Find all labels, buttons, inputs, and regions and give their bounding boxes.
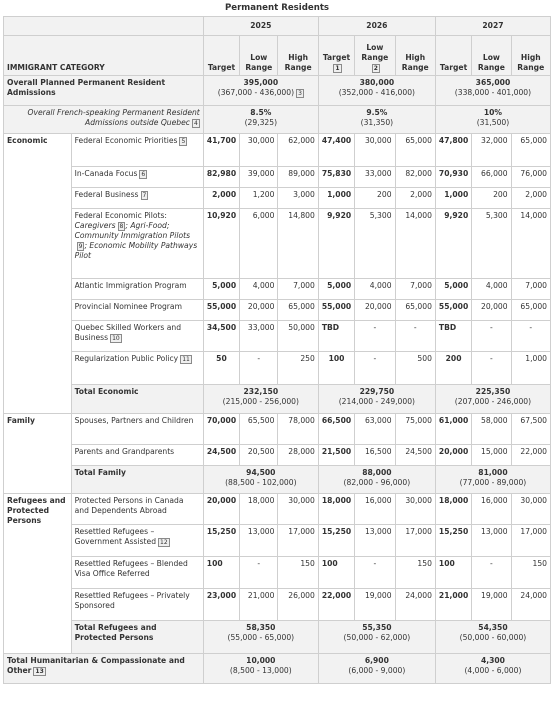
table-row (4, 589, 551, 621)
year-2027-header: 2027 (435, 17, 550, 36)
column-header-row (4, 36, 551, 76)
total-economic-2025: 232,150 (215,000 - 256,000) (203, 385, 318, 414)
row-label: Atlantic Immigration Program (71, 279, 203, 300)
table-title: Permanent Residents (224, 3, 330, 13)
cell: 20,000 (240, 300, 278, 321)
total-economic-label: Total Economic (71, 385, 203, 414)
humanitarian-label: Total Humanitarian & Compassionate and Other 13 (4, 654, 204, 684)
cell: 67,500 (511, 414, 550, 445)
french-2025-cell: 8.5% (29,325) (203, 106, 318, 134)
total-refugees-2025: 58,350 (55,000 - 65,000) (203, 621, 318, 654)
row-label: Provincial Nominee Program (71, 300, 203, 321)
cell: 1,000 (318, 188, 354, 209)
year-header-row (4, 17, 551, 36)
cell: 62,000 (278, 134, 318, 167)
cell: 1,200 (240, 188, 278, 209)
cell: - (355, 352, 395, 385)
cell: 4,000 (240, 279, 278, 300)
footnote-11-link[interactable]: 11 (182, 355, 190, 363)
cell: 2,000 (395, 188, 435, 209)
row-label: Quebec Skilled Workers and Business 10 (71, 321, 203, 352)
row-label: Resettled Refugees – Blended Visa Office Referred (71, 557, 203, 589)
cell: 17,000 (511, 525, 550, 557)
row-label: Protected Persons in Canada and Dependents Abroad (71, 494, 203, 525)
table-row (4, 209, 551, 279)
cell: 7,000 (511, 279, 550, 300)
cell: 5,300 (472, 209, 511, 279)
total-family-label: Total Family (71, 466, 203, 494)
cell: 70,930 (435, 167, 471, 188)
cell: 82,980 (203, 167, 239, 188)
year-2025-header: 2025 (203, 17, 318, 36)
cell: 15,000 (472, 445, 511, 466)
cell: 82,000 (395, 167, 435, 188)
row-label: Resettled Refugees – Privately Sponsored (71, 589, 203, 621)
cell: 200 (472, 188, 511, 209)
cell: 5,000 (203, 279, 239, 300)
row-label: Regularization Public Policy 11 (71, 352, 203, 385)
overall-admissions-row (4, 76, 551, 106)
cell: 17,000 (278, 525, 318, 557)
col-low-2026: Low Range 2 (355, 36, 395, 76)
cell: - (472, 352, 511, 385)
cell: 20,000 (472, 300, 511, 321)
cell: 30,000 (511, 494, 550, 525)
cell: 39,000 (240, 167, 278, 188)
cell: 24,500 (395, 445, 435, 466)
overall-2026-cell: 380,000 (352,000 - 416,000) (318, 76, 435, 106)
cell: 76,000 (511, 167, 550, 188)
humanitarian-2027: 4,300 (4,000 - 6,000) (435, 654, 550, 684)
cell: 41,700 (203, 134, 239, 167)
cell: 20,000 (355, 300, 395, 321)
cell: 30,000 (355, 134, 395, 167)
cell: 24,500 (203, 445, 239, 466)
overall-2027-cell: 365,000 (338,000 - 401,000) (435, 76, 550, 106)
cell: 250 (278, 352, 318, 385)
cell: 21,000 (240, 589, 278, 621)
cell: 200 (435, 352, 471, 385)
cell: 30,000 (240, 134, 278, 167)
cell: TBD (435, 321, 471, 352)
refugees-category: Refugees and Protected Persons (4, 494, 72, 654)
cell: 47,800 (435, 134, 471, 167)
cell: 75,830 (318, 167, 354, 188)
immigrant-category-header: IMMIGRANT CATEGORY (4, 36, 204, 76)
footnote-2-link[interactable]: 2 (373, 64, 378, 72)
total-row (4, 621, 551, 654)
table-row (4, 525, 551, 557)
cell: 18,000 (318, 494, 354, 525)
footnote-1-link[interactable]: 1 (335, 64, 340, 72)
total-row (4, 466, 551, 494)
cell: 10,920 (203, 209, 239, 279)
cell: - (395, 321, 435, 352)
cell: 24,000 (395, 589, 435, 621)
cell: 14,000 (511, 209, 550, 279)
cell: 16,500 (355, 445, 395, 466)
col-low-2025: Low Range (240, 36, 278, 76)
cell: 75,000 (395, 414, 435, 445)
cell: - (355, 321, 395, 352)
cell: 150 (511, 557, 550, 589)
cell: - (511, 321, 550, 352)
economic-category: Economic (4, 134, 72, 414)
cell: 100 (318, 352, 354, 385)
footnote-7-link[interactable]: 7 (142, 191, 147, 199)
cell: 14,800 (278, 209, 318, 279)
cell: 500 (395, 352, 435, 385)
cell: 3,000 (278, 188, 318, 209)
cell: - (240, 352, 278, 385)
total-economic-2026: 229,750 (214,000 - 249,000) (318, 385, 435, 414)
cell: 6,000 (240, 209, 278, 279)
french-2027-cell: 10% (31,500) (435, 106, 550, 134)
cell: 50,000 (278, 321, 318, 352)
table-row (4, 188, 551, 209)
cell: 13,000 (240, 525, 278, 557)
cell: 13,000 (355, 525, 395, 557)
cell: 70,000 (203, 414, 239, 445)
row-label: Resettled Refugees – Government Assisted 12 (71, 525, 203, 557)
footnote-8-link[interactable]: 8 (119, 222, 124, 230)
cell: 50 (203, 352, 239, 385)
row-label: Parents and Grandparents (71, 445, 203, 466)
footnote-13-link[interactable]: 13 (35, 667, 44, 675)
table-row (4, 445, 551, 466)
table-row (4, 300, 551, 321)
table-row (4, 352, 551, 385)
cell: 7,000 (395, 279, 435, 300)
table-row (4, 414, 551, 445)
cell: 2,000 (511, 188, 550, 209)
cell: 65,000 (395, 134, 435, 167)
col-high-2026: High Range (395, 36, 435, 76)
cell: 26,000 (278, 589, 318, 621)
french-speaking-row (4, 106, 551, 134)
footnote-10-link[interactable]: 10 (112, 334, 120, 342)
cell: 33,000 (240, 321, 278, 352)
cell: 15,250 (435, 525, 471, 557)
cell: 20,000 (203, 494, 239, 525)
footnote-12-link[interactable]: 12 (160, 538, 168, 546)
cell: 78,000 (278, 414, 318, 445)
cell: 100 (435, 557, 471, 589)
year-2026-header: 2026 (318, 17, 435, 36)
cell: 150 (278, 557, 318, 589)
french-speaking-label: Overall French-speaking Permanent Resident Admissions outside Quebec 4 (4, 106, 204, 134)
col-target-2025: Target (203, 36, 239, 76)
row-label: Federal Business 7 (71, 188, 203, 209)
row-label: Federal Economic Priorities 5 (71, 134, 203, 167)
footnote-6-link[interactable]: 6 (141, 170, 146, 178)
total-family-2026: 88,000 (82,000 - 96,000) (318, 466, 435, 494)
cell: 2,000 (203, 188, 239, 209)
row-label: In-Canada Focus 6 (71, 167, 203, 188)
cell: 33,000 (355, 167, 395, 188)
header-blank (4, 17, 204, 36)
cell: 34,500 (203, 321, 239, 352)
col-target-2026: Target 1 (318, 36, 354, 76)
cell: 5,000 (435, 279, 471, 300)
cell: 19,000 (472, 589, 511, 621)
cell: - (355, 557, 395, 589)
table-row (4, 557, 551, 589)
cell: 4,000 (355, 279, 395, 300)
total-family-2027: 81,000 (77,000 - 89,000) (435, 466, 550, 494)
cell: 65,000 (395, 300, 435, 321)
cell: 65,000 (278, 300, 318, 321)
footnote-3-link[interactable]: 3 (298, 89, 302, 97)
cell: 47,400 (318, 134, 354, 167)
cell: 5,000 (318, 279, 354, 300)
cell: - (472, 321, 511, 352)
cell: 16,000 (472, 494, 511, 525)
cell: 150 (395, 557, 435, 589)
cell: 15,250 (318, 525, 354, 557)
cell: 65,000 (511, 300, 550, 321)
cell: 22,000 (511, 445, 550, 466)
row-label: Spouses, Partners and Children (71, 414, 203, 445)
cell: - (240, 557, 278, 589)
cell: 66,000 (472, 167, 511, 188)
cell: 28,000 (278, 445, 318, 466)
cell: 65,500 (240, 414, 278, 445)
cell: 1,000 (435, 188, 471, 209)
col-target-2027: Target (435, 36, 471, 76)
humanitarian-2026: 6,900 (6,000 - 9,000) (318, 654, 435, 684)
cell: 55,000 (203, 300, 239, 321)
cell: 100 (318, 557, 354, 589)
table-row (4, 167, 551, 188)
humanitarian-2025: 10,000 (8,500 - 13,000) (203, 654, 318, 684)
cell: 18,000 (435, 494, 471, 525)
table-row (4, 494, 551, 525)
table-row (4, 134, 551, 167)
cell: 15,250 (203, 525, 239, 557)
row-label: Federal Economic Pilots: Caregivers 8 ; Agri-Food; Community Immigration Pilots9 ; Economic Mobility Pathways Pilot (71, 209, 203, 279)
col-high-2025: High Range (278, 36, 318, 76)
col-high-2027: High Range (511, 36, 550, 76)
cell: 21,500 (318, 445, 354, 466)
col-low-2027: Low Range (472, 36, 511, 76)
cell: 22,000 (318, 589, 354, 621)
cell: 4,000 (472, 279, 511, 300)
cell: 7,000 (278, 279, 318, 300)
total-refugees-label: Total Refugees and Protected Persons (71, 621, 203, 654)
cell: 55,000 (318, 300, 354, 321)
cell: 20,500 (240, 445, 278, 466)
cell: 66,500 (318, 414, 354, 445)
permanent-residents-table (3, 16, 551, 684)
family-category: Family (4, 414, 72, 494)
humanitarian-row (4, 654, 551, 684)
cell: 13,000 (472, 525, 511, 557)
cell: 200 (355, 188, 395, 209)
cell: 23,000 (203, 589, 239, 621)
cell: 32,000 (472, 134, 511, 167)
cell: 89,000 (278, 167, 318, 188)
footnote-4-link[interactable]: 4 (193, 119, 198, 127)
cell: 20,000 (435, 445, 471, 466)
french-2026-cell: 9.5% (31,350) (318, 106, 435, 134)
cell: 24,000 (511, 589, 550, 621)
cell: 18,000 (240, 494, 278, 525)
table-row (4, 321, 551, 352)
total-refugees-2027: 54,350 (50,000 - 60,000) (435, 621, 550, 654)
cell: - (472, 557, 511, 589)
cell: 1,000 (511, 352, 550, 385)
cell: 61,000 (435, 414, 471, 445)
cell: 30,000 (395, 494, 435, 525)
total-economic-2027: 225,350 (207,000 - 246,000) (435, 385, 550, 414)
cell: 9,920 (435, 209, 471, 279)
cell: 17,000 (395, 525, 435, 557)
cell: 5,300 (355, 209, 395, 279)
total-family-2025: 94,500 (88,500 - 102,000) (203, 466, 318, 494)
table-row (4, 279, 551, 300)
cell: 58,000 (472, 414, 511, 445)
footnote-9-link[interactable]: 9 (78, 242, 83, 250)
cell: 21,000 (435, 589, 471, 621)
cell: 14,000 (395, 209, 435, 279)
cell: 55,000 (435, 300, 471, 321)
cell: 100 (203, 557, 239, 589)
cell: 30,000 (278, 494, 318, 525)
overall-2025-cell: 395,000 (367,000 - 436,000) 3 (203, 76, 318, 106)
cell: 16,000 (355, 494, 395, 525)
total-refugees-2026: 55,350 (50,000 - 62,000) (318, 621, 435, 654)
total-row (4, 385, 551, 414)
overall-admissions-label: Overall Planned Permanent Resident Admissions (4, 76, 204, 106)
cell: 19,000 (355, 589, 395, 621)
cell: 9,920 (318, 209, 354, 279)
cell: TBD (318, 321, 354, 352)
cell: 65,000 (511, 134, 550, 167)
footnote-5-link[interactable]: 5 (181, 137, 186, 145)
cell: 63,000 (355, 414, 395, 445)
